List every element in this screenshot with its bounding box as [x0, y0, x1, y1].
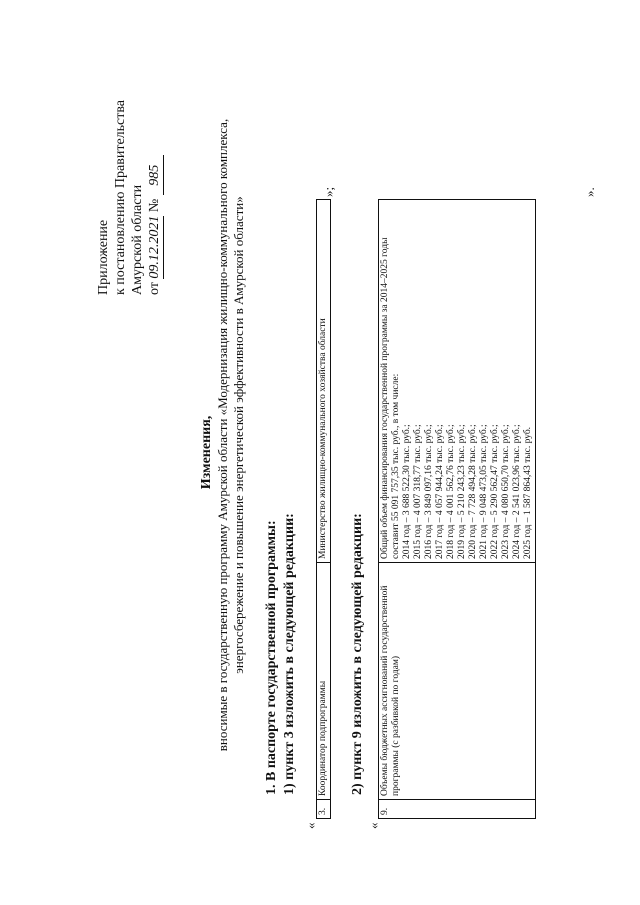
- document-title: Изменения,: [199, 415, 214, 490]
- financing-year: 2024 год – 2 541 023,96 тыс. руб.;: [512, 424, 522, 559]
- date-prefix: от: [147, 282, 162, 295]
- financing-year: 2015 год – 4 007 318,77 тыс. руб.;: [413, 424, 423, 559]
- financing-year: 2018 год – 4 001 562,76 тыс. руб.;: [446, 424, 456, 559]
- subtitle-line-1: вносимые в государственную программу Амурской области «Модернизация жилищно-коммунального комплекса,: [215, 118, 230, 752]
- financing-year: 2014 год – 3 688 522,30 тыс. руб.;: [402, 424, 412, 559]
- financing-year: 2019 год – 5 210 243,23 тыс. руб.;: [457, 424, 467, 559]
- table-2-budget: [378, 199, 536, 819]
- subtitle-line-2: энергосбережение и повышение энергетической эффективности в Амурской области»: [231, 196, 246, 674]
- financing-year: 2016 год – 3 849 097,16 тыс. руб.;: [424, 424, 434, 559]
- appendix-line-2: к постановлению Правительства: [113, 99, 128, 295]
- table-1-cell-label: Координатор подпрограммы: [317, 563, 331, 800]
- table-2-open-quote: «: [366, 822, 381, 829]
- financing-total: Общий объем финансирования государственной программы за 2014–2025 годы составит 55 091 757,35 тыс. руб., в том числе:: [380, 237, 401, 559]
- appendix-line-1: Приложение: [96, 219, 111, 295]
- financing-year: 2023 год – 4 080 650,70 тыс. руб.;: [501, 424, 511, 559]
- table-1-coordinator: [316, 199, 331, 819]
- table-row: [379, 200, 536, 819]
- section-1-heading: 1. В паспорте государственной программы:: [264, 520, 279, 795]
- financing-year: 2022 год – 5 290 562,47 тыс. руб.;: [490, 424, 500, 559]
- number-sign: №: [147, 198, 162, 213]
- table-1-cell-value: Министерство жилищно-коммунального хозяйства области: [317, 200, 331, 563]
- document-subtitle: [215, 85, 247, 785]
- appendix-block: [95, 95, 164, 295]
- table-2-close-quote: ».: [582, 187, 597, 197]
- item-2-heading: 2) пункт 9 изложить в следующей редакции:: [350, 513, 365, 795]
- table-2-cell-number: 9.: [379, 800, 536, 819]
- table-1-cell-number: 3.: [317, 800, 331, 819]
- table-1-open-quote: «: [303, 822, 318, 829]
- table-row: [317, 200, 331, 819]
- table-2-cell-value: [379, 200, 536, 563]
- financing-year: 2021 год – 9 048 473,05 тыс. руб.;: [479, 424, 489, 559]
- appendix-line-3: Амурской области: [130, 184, 145, 295]
- financing-year: 2020 год – 7 728 494,28 тыс. руб.;: [468, 424, 478, 559]
- financing-year: 2017 год – 4 057 944,24 тыс. руб.;: [435, 424, 445, 559]
- financing-year: 2025 год – 1 587 864,43 тыс. руб.: [523, 426, 533, 559]
- item-1-heading: 1) пункт 3 изложить в следующей редакции:: [282, 513, 297, 795]
- table-1-close-quote: »;: [321, 186, 336, 197]
- handwritten-date: 09.12.2021: [147, 215, 162, 279]
- appendix-date-line: [146, 95, 164, 295]
- table-2-cell-label: Объемы бюджетных ассигнований государственной программы (с разбивкой по годам): [379, 563, 536, 800]
- handwritten-number: 985: [146, 155, 164, 195]
